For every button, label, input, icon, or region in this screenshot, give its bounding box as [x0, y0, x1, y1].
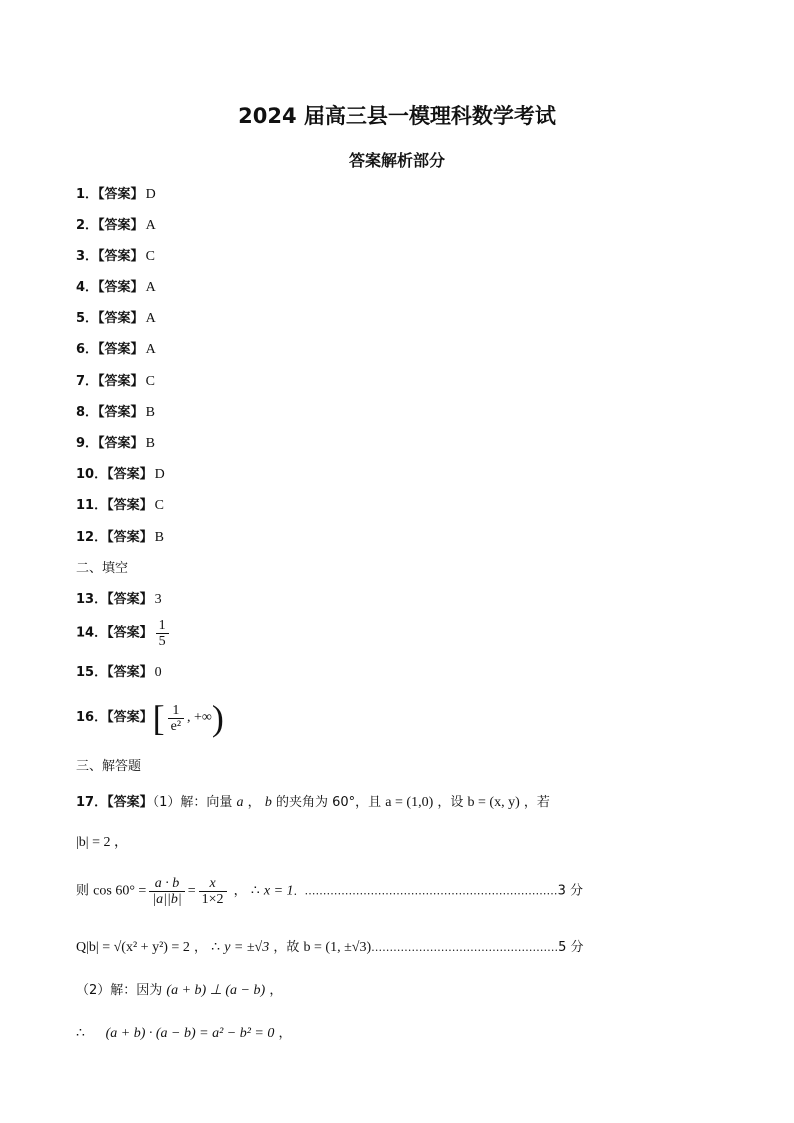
left-bracket: [ [152, 698, 165, 738]
answer-value: B [145, 405, 155, 420]
answer-value: C [145, 374, 155, 389]
page-subtitle: 答案解析部分 [348, 151, 445, 170]
question-number: 15． [76, 665, 108, 680]
fraction-denominator: 1×2 [201, 892, 224, 907]
q17-line4 [76, 939, 584, 957]
comma: ， [269, 983, 283, 998]
answer-tag: 【答案】 [107, 795, 153, 810]
answer-value: 3 [154, 592, 162, 607]
q17-text: ，若 [523, 795, 550, 810]
answer-tag: 【答案】 [98, 405, 144, 420]
answer-row [76, 435, 155, 453]
q17-text: ，设 [437, 795, 464, 810]
answer-row [76, 618, 172, 649]
question-number: 11． [76, 498, 108, 513]
answer-row [76, 591, 162, 609]
therefore-symbol: ∴ [211, 940, 221, 955]
answer-value: D [145, 187, 156, 202]
answer-tag: 【答案】 [107, 467, 153, 482]
question-number: 14． [76, 625, 108, 641]
q17-text: 则 [76, 883, 90, 899]
right-paren: ) [211, 698, 224, 738]
answer-value: 0 [154, 665, 162, 680]
score-label: 3 分 [557, 883, 583, 899]
q17-line3 [76, 876, 583, 907]
question-number: 12． [76, 530, 108, 545]
interval-rest: , +∞ [187, 710, 212, 725]
answer-tag: 【答案】 [98, 374, 144, 389]
question-number: 4． [76, 280, 99, 295]
q17-line1 [76, 794, 550, 812]
vector-b: b [264, 795, 272, 810]
fraction [149, 876, 184, 907]
question-number: 16． [76, 710, 108, 725]
answer-row [76, 404, 155, 422]
comma: ， [247, 795, 261, 810]
answer-tag: 【答案】 [98, 218, 144, 233]
perp-expression: (a + b) ⊥ (a − b) [166, 983, 266, 998]
q17-text: ，故 [273, 940, 300, 955]
page-title: 2024 届高三县一模理科数学考试 [238, 104, 556, 128]
question-number: 2． [76, 218, 99, 233]
score-label: 5 分 [558, 940, 584, 955]
question-number: 1． [76, 187, 99, 202]
answer-tag: 【答案】 [98, 342, 144, 357]
question-number: 7． [76, 374, 99, 389]
answer-row [76, 466, 165, 484]
question-number: 3． [76, 249, 99, 264]
answer-value: B [154, 530, 164, 545]
answer-value: A [145, 218, 156, 233]
answer-tag: 【答案】 [107, 530, 153, 545]
leader-dots: ．…………………………………………………………… [293, 884, 558, 898]
fraction-numerator: a · b [149, 876, 184, 892]
answer-row [76, 279, 156, 297]
fraction-denominator: |a||b| [152, 892, 182, 907]
q17-line2: |b| = 2 ， [76, 835, 129, 850]
section-heading-fill: 二、填空 [76, 561, 129, 576]
answer-tag: 【答案】 [98, 280, 144, 295]
cos-expression: cos 60° = [93, 883, 147, 899]
answer-value: C [154, 498, 164, 513]
question-number: 6． [76, 342, 99, 357]
comma: ， [233, 883, 247, 899]
q17-part2 [76, 982, 282, 1000]
leader-dots: …………………………………………… [371, 941, 559, 954]
question-number: 10． [76, 467, 108, 482]
answer-row [76, 698, 224, 738]
vector-a: a [236, 795, 244, 810]
therefore-symbol: ∴ [76, 1026, 85, 1041]
question-number: 9． [76, 436, 99, 451]
answer-row [76, 529, 164, 547]
answer-tag: 【答案】 [107, 625, 153, 641]
answer-tag: 【答案】 [107, 498, 153, 513]
answer-row [76, 497, 164, 515]
b-result: b = (1, ±√3) [303, 940, 372, 955]
fraction [168, 703, 184, 734]
answer-value: D [154, 467, 165, 482]
question-number: 13． [76, 592, 108, 607]
answer-value: C [145, 249, 155, 264]
answer-tag: 【答案】 [98, 249, 144, 264]
fraction-numerator: 1 [168, 703, 184, 719]
fraction-numerator: x [199, 876, 227, 892]
section-heading-solve: 三、解答题 [76, 759, 142, 774]
answer-row [76, 664, 162, 682]
answer-tag: 【答案】 [98, 187, 144, 202]
fraction-denominator: e² [170, 718, 182, 734]
question-number: 17． [76, 795, 108, 810]
answer-row [76, 373, 155, 391]
answer-tag: 【答案】 [107, 592, 153, 607]
answer-value: B [145, 436, 155, 451]
fraction [156, 618, 169, 649]
fraction-denominator: 5 [158, 634, 166, 649]
therefore-symbol: ∴ [250, 883, 260, 899]
norm-equation: |b| = √(x² + y²) = 2 [86, 940, 190, 955]
q17-text: 的夹角为 60°，且 [275, 795, 382, 810]
answer-row [76, 186, 156, 204]
answer-value: A [145, 280, 156, 295]
fraction [199, 876, 227, 907]
question-number: 5． [76, 311, 99, 326]
answer-row [76, 310, 156, 328]
q17-part2-line2 [76, 1025, 292, 1043]
answer-value: A [145, 311, 156, 326]
answer-row [76, 248, 155, 266]
comma: ， [278, 1026, 292, 1041]
answer-row [76, 341, 156, 359]
q-symbol: Q [76, 940, 87, 955]
answer-tag: 【答案】 [98, 311, 144, 326]
answer-tag: 【答案】 [107, 665, 153, 680]
answer-tag: 【答案】 [107, 710, 153, 725]
answer-row [76, 217, 156, 235]
dot-product-equation: (a + b) · (a − b) = a² − b² = 0 [105, 1026, 275, 1041]
comma: ， [193, 940, 207, 955]
y-equation: y = ±√3 [224, 940, 270, 955]
q17-text: （2）解：因为 [76, 983, 163, 998]
answer-tag: 【答案】 [98, 436, 144, 451]
equals-sign: = [187, 883, 196, 899]
fraction-numerator: 1 [156, 618, 169, 634]
a-equation: a = (1,0) [385, 795, 434, 810]
answer-value: A [145, 342, 156, 357]
q17-text: （1）解：向量 [152, 795, 233, 810]
x-equation: x = 1 [263, 883, 294, 899]
b-equation: b = (x, y) [467, 795, 520, 810]
question-number: 8． [76, 405, 99, 420]
